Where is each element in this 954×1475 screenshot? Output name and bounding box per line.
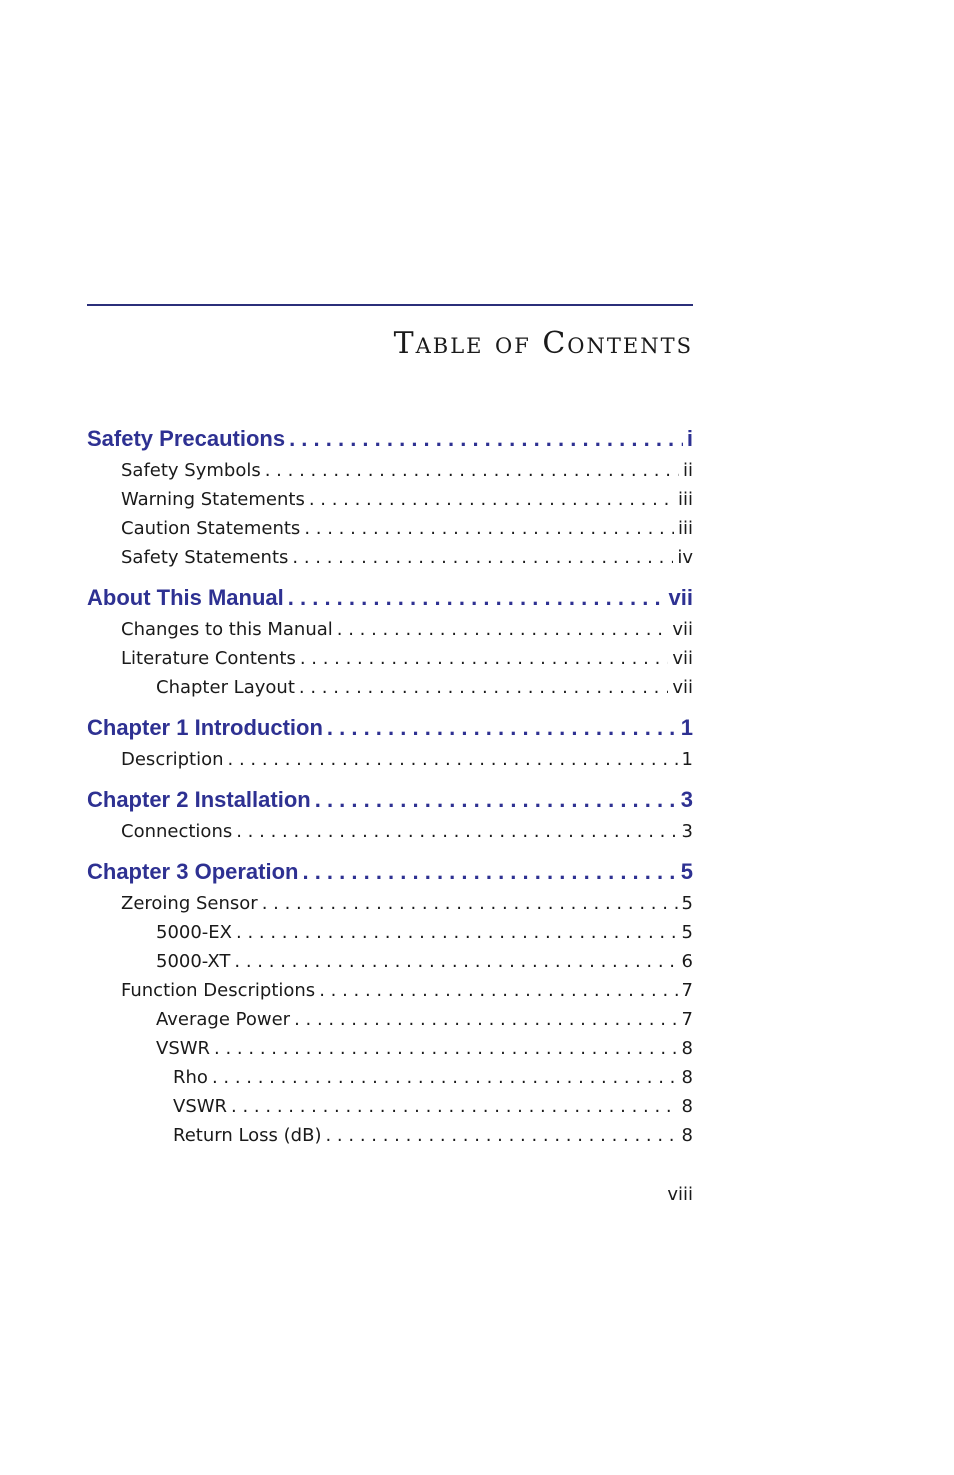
toc-entry[interactable]: [87, 514, 693, 543]
dot-leader: [319, 976, 677, 1005]
dot-leader: [212, 1063, 678, 1092]
toc-entry[interactable]: [87, 918, 693, 947]
toc-entry[interactable]: [87, 947, 693, 976]
toc-entry-label: Chapter 1 Introduction: [87, 715, 323, 740]
dot-leader: [309, 485, 674, 514]
dot-leader: [325, 1121, 677, 1150]
toc-entry[interactable]: [87, 1034, 693, 1063]
toc-entry[interactable]: [87, 1092, 693, 1121]
toc-entry-page: i: [686, 426, 693, 451]
toc-entry[interactable]: [87, 976, 693, 1005]
toc-chapter-entry[interactable]: [87, 783, 693, 817]
toc-entry-page: 5: [680, 859, 693, 884]
toc-entry-label: Changes to this Manual: [121, 619, 333, 640]
toc-entry-page: vii: [672, 619, 693, 640]
toc-entry-label: Description: [121, 749, 224, 770]
dot-leader: [288, 581, 665, 615]
toc-entry-label: 5000-EX: [156, 922, 233, 943]
toc-chapter-entry[interactable]: [87, 855, 693, 889]
toc-entry-page: 3: [680, 787, 693, 812]
dot-leader: [265, 456, 679, 485]
toc-entry-page: 6: [681, 951, 693, 972]
toc-entry-page: iv: [677, 547, 693, 568]
toc-entry-page: 5: [681, 922, 693, 943]
toc-entry-label: Caution Statements: [121, 518, 301, 539]
toc-entry-label: Average Power: [156, 1009, 291, 1030]
toc-entry-page: 7: [681, 1009, 693, 1030]
header-rule: [87, 304, 693, 306]
table-of-contents: [87, 422, 693, 1150]
dot-leader: [236, 817, 677, 846]
toc-entry-label: Connections: [121, 821, 233, 842]
toc-entry-page: 7: [681, 980, 693, 1001]
dot-leader: [304, 514, 674, 543]
toc-entry-page: vii: [668, 585, 693, 610]
dot-leader: [228, 745, 678, 774]
dot-leader: [292, 543, 673, 572]
toc-entry-label: Chapter 3 Operation: [87, 859, 299, 884]
toc-entry-label: Return Loss (dB): [173, 1125, 322, 1146]
toc-entry-label: Safety Symbols: [121, 460, 261, 481]
toc-entry-page: 1: [681, 749, 693, 770]
toc-entry-page: iii: [677, 518, 693, 539]
dot-leader: [315, 783, 677, 817]
toc-entry-page: 8: [681, 1125, 693, 1146]
toc-entry-label: Safety Precautions: [87, 426, 286, 451]
toc-entry-page: 5: [681, 893, 693, 914]
document-page: [87, 0, 693, 1475]
toc-entry-page: 8: [681, 1096, 693, 1117]
page-title: Table of Contents: [393, 326, 693, 361]
toc-entry[interactable]: [87, 485, 693, 514]
toc-entry-page: iii: [677, 489, 693, 510]
toc-entry[interactable]: [87, 889, 693, 918]
toc-entry-label: VSWR: [173, 1096, 228, 1117]
toc-entry-label: Safety Statements: [121, 547, 289, 568]
toc-entry[interactable]: [87, 456, 693, 485]
toc-entry-page: 8: [681, 1067, 693, 1088]
toc-chapter-entry[interactable]: [87, 422, 693, 456]
toc-entry[interactable]: [87, 1121, 693, 1150]
dot-leader: [300, 644, 669, 673]
toc-entry[interactable]: [87, 1063, 693, 1092]
dot-leader: [294, 1005, 677, 1034]
dot-leader: [289, 422, 683, 456]
dot-leader: [302, 855, 676, 889]
toc-entry-label: Chapter 2 Installation: [87, 787, 311, 812]
toc-entry-page: 3: [681, 821, 693, 842]
toc-entry[interactable]: [87, 817, 693, 846]
toc-entry-label: 5000-XT: [156, 951, 231, 972]
dot-leader: [262, 889, 678, 918]
toc-entry[interactable]: [87, 1005, 693, 1034]
dot-leader: [299, 673, 668, 702]
toc-entry[interactable]: [87, 673, 693, 702]
toc-entry-label: About This Manual: [87, 585, 284, 610]
toc-entry-label: Chapter Layout: [156, 677, 295, 698]
toc-entry[interactable]: [87, 543, 693, 572]
dot-leader: [327, 711, 677, 745]
toc-entry-label: VSWR: [156, 1038, 211, 1059]
toc-entry-label: Function Descriptions: [121, 980, 316, 1001]
toc-entry-page: 1: [680, 715, 693, 740]
toc-entry[interactable]: [87, 615, 693, 644]
dot-leader: [337, 615, 669, 644]
dot-leader: [214, 1034, 678, 1063]
dot-leader: [234, 947, 677, 976]
toc-entry-page: 8: [681, 1038, 693, 1059]
page-number: viii: [667, 1184, 693, 1205]
toc-entry-page: vii: [672, 648, 693, 669]
dot-leader: [236, 918, 678, 947]
toc-entry-label: Zeroing Sensor: [121, 893, 258, 914]
toc-chapter-entry[interactable]: [87, 711, 693, 745]
toc-entry-page: ii: [682, 460, 693, 481]
toc-entry-label: Warning Statements: [121, 489, 305, 510]
toc-chapter-entry[interactable]: [87, 581, 693, 615]
toc-entry[interactable]: [87, 644, 693, 673]
toc-entry-label: Literature Contents: [121, 648, 296, 669]
toc-entry-page: vii: [672, 677, 693, 698]
toc-entry[interactable]: [87, 745, 693, 774]
toc-entry-label: Rho: [173, 1067, 208, 1088]
dot-leader: [231, 1092, 678, 1121]
